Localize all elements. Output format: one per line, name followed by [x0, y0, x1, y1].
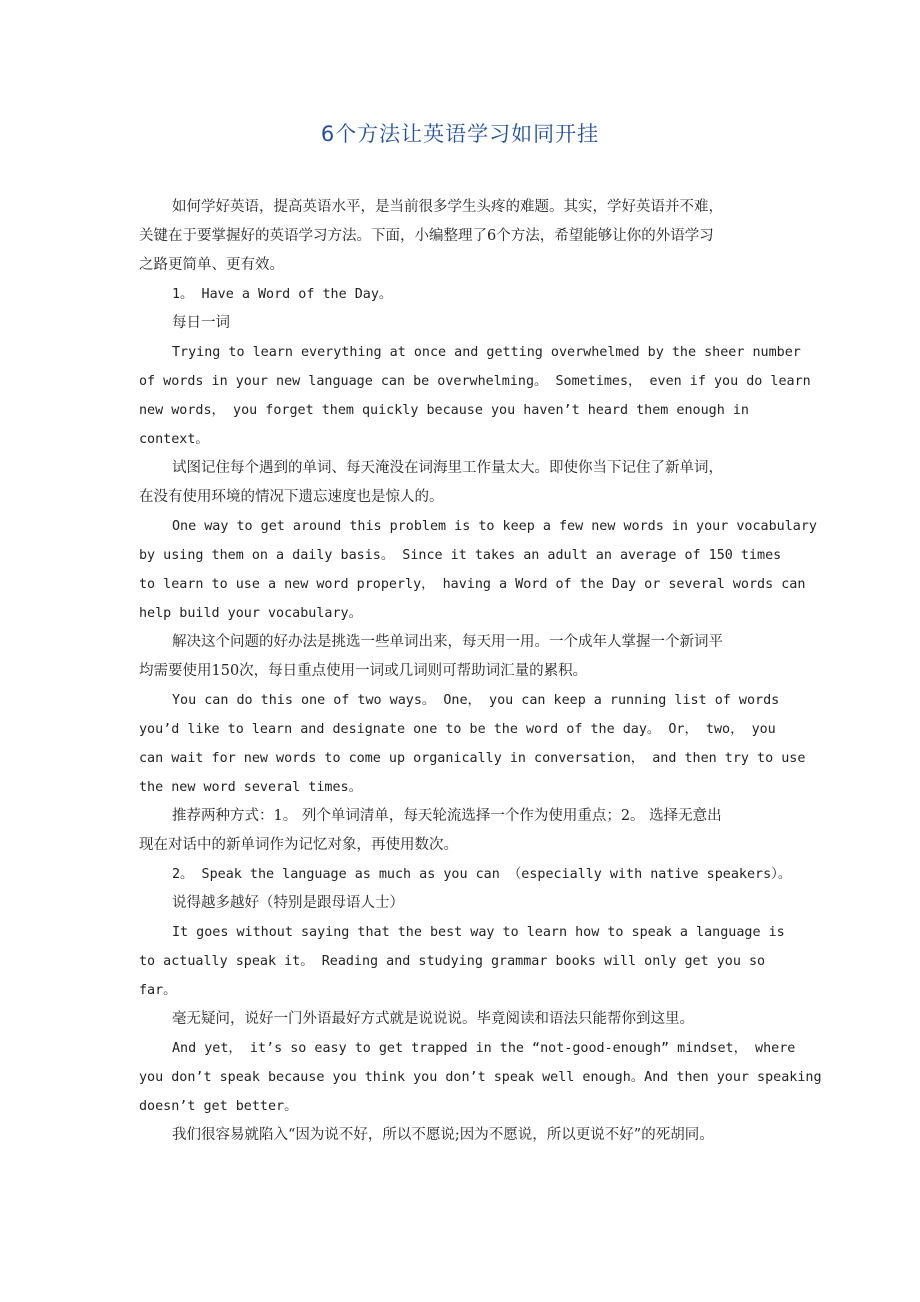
paragraph-zh: 毫无疑问，说好一门外语最好方式就是说说说。毕竟阅读和语法只能帮你到这里。	[172, 1011, 694, 1027]
paragraph-zh: 试图记住每个遇到的单词、每天淹没在词海里工作量太大。即使你当下记住了新单词， 在没有使用环境的情况下遗忘速度也是惊人的。	[139, 460, 723, 505]
paragraph-en: And yet， it’s so easy to get trapped in the “not-good-enough” mindset， where you don’t speak because you think you don’t speak well enough。And then your speaking doesn’t get better。	[139, 1041, 822, 1114]
tip-2-heading-zh: 说得越多越好（特别是跟母语人士）	[172, 895, 404, 911]
intro-paragraph: 如何学好英语，提高英语水平，是当前很多学生头疼的难题。其实，学好英语并不难， 关键在于要掌握好的英语学习方法。下面，小编整理了6个方法，希望能够让你的外语学习 之路更简单、更有效。	[139, 199, 723, 273]
paragraph-zh: 解决这个问题的好办法是挑选一些单词出来，每天用一用。一个成年人掌握一个新词平 均需要使用150次，每日重点使用一词或几词则可帮助词汇量的累积。	[139, 634, 723, 679]
document-body	[139, 193, 839, 1150]
paragraph-en: Trying to learn everything at once and getting overwhelmed by the sheer number of words in your new language can be overwhelming。 Sometimes， even if you do learn new words， you forget them quickly because you haven’t heard them enough in context。	[139, 345, 811, 447]
tip-1-heading-zh: 每日一词	[172, 315, 230, 331]
paragraph-en: One way to get around this problem is to keep a few new words in your vocabulary by using them on a daily basis。 Since it takes an adult an average of 150 times to learn to use a new word properly， having a Word of the Day or several words can help build your vocabulary。	[139, 519, 817, 621]
document-title: 6个方法让英语学习如同开挂	[320, 122, 600, 146]
paragraph-zh: 推荐两种方式：1。 列个单词清单，每天轮流选择一个作为使用重点；2。 选择无意出 现在对话中的新单词作为记忆对象，再使用数次。	[139, 808, 722, 853]
tip-2-heading: 2。 Speak the language as much as you can （especially with native speakers）。	[172, 867, 792, 882]
paragraph-en: You can do this one of two ways。 One， you can keep a running list of words you’d like to learn and designate one to be the word of the day。 Or， two， you can wait for new words to come up organically in conversation， and then try to use the new word several times。	[139, 693, 806, 795]
paragraph-en: It goes without saying that the best way to learn how to speak a language is to actually speak it。 Reading and studying grammar books will only get you so far。	[139, 925, 785, 998]
paragraph-zh: 我们很容易就陷入“因为说不好，所以不愿说;因为不愿说，所以更说不好”的死胡同。	[172, 1127, 714, 1143]
tip-1-heading: 1。 Have a Word of the Day。	[172, 287, 393, 302]
